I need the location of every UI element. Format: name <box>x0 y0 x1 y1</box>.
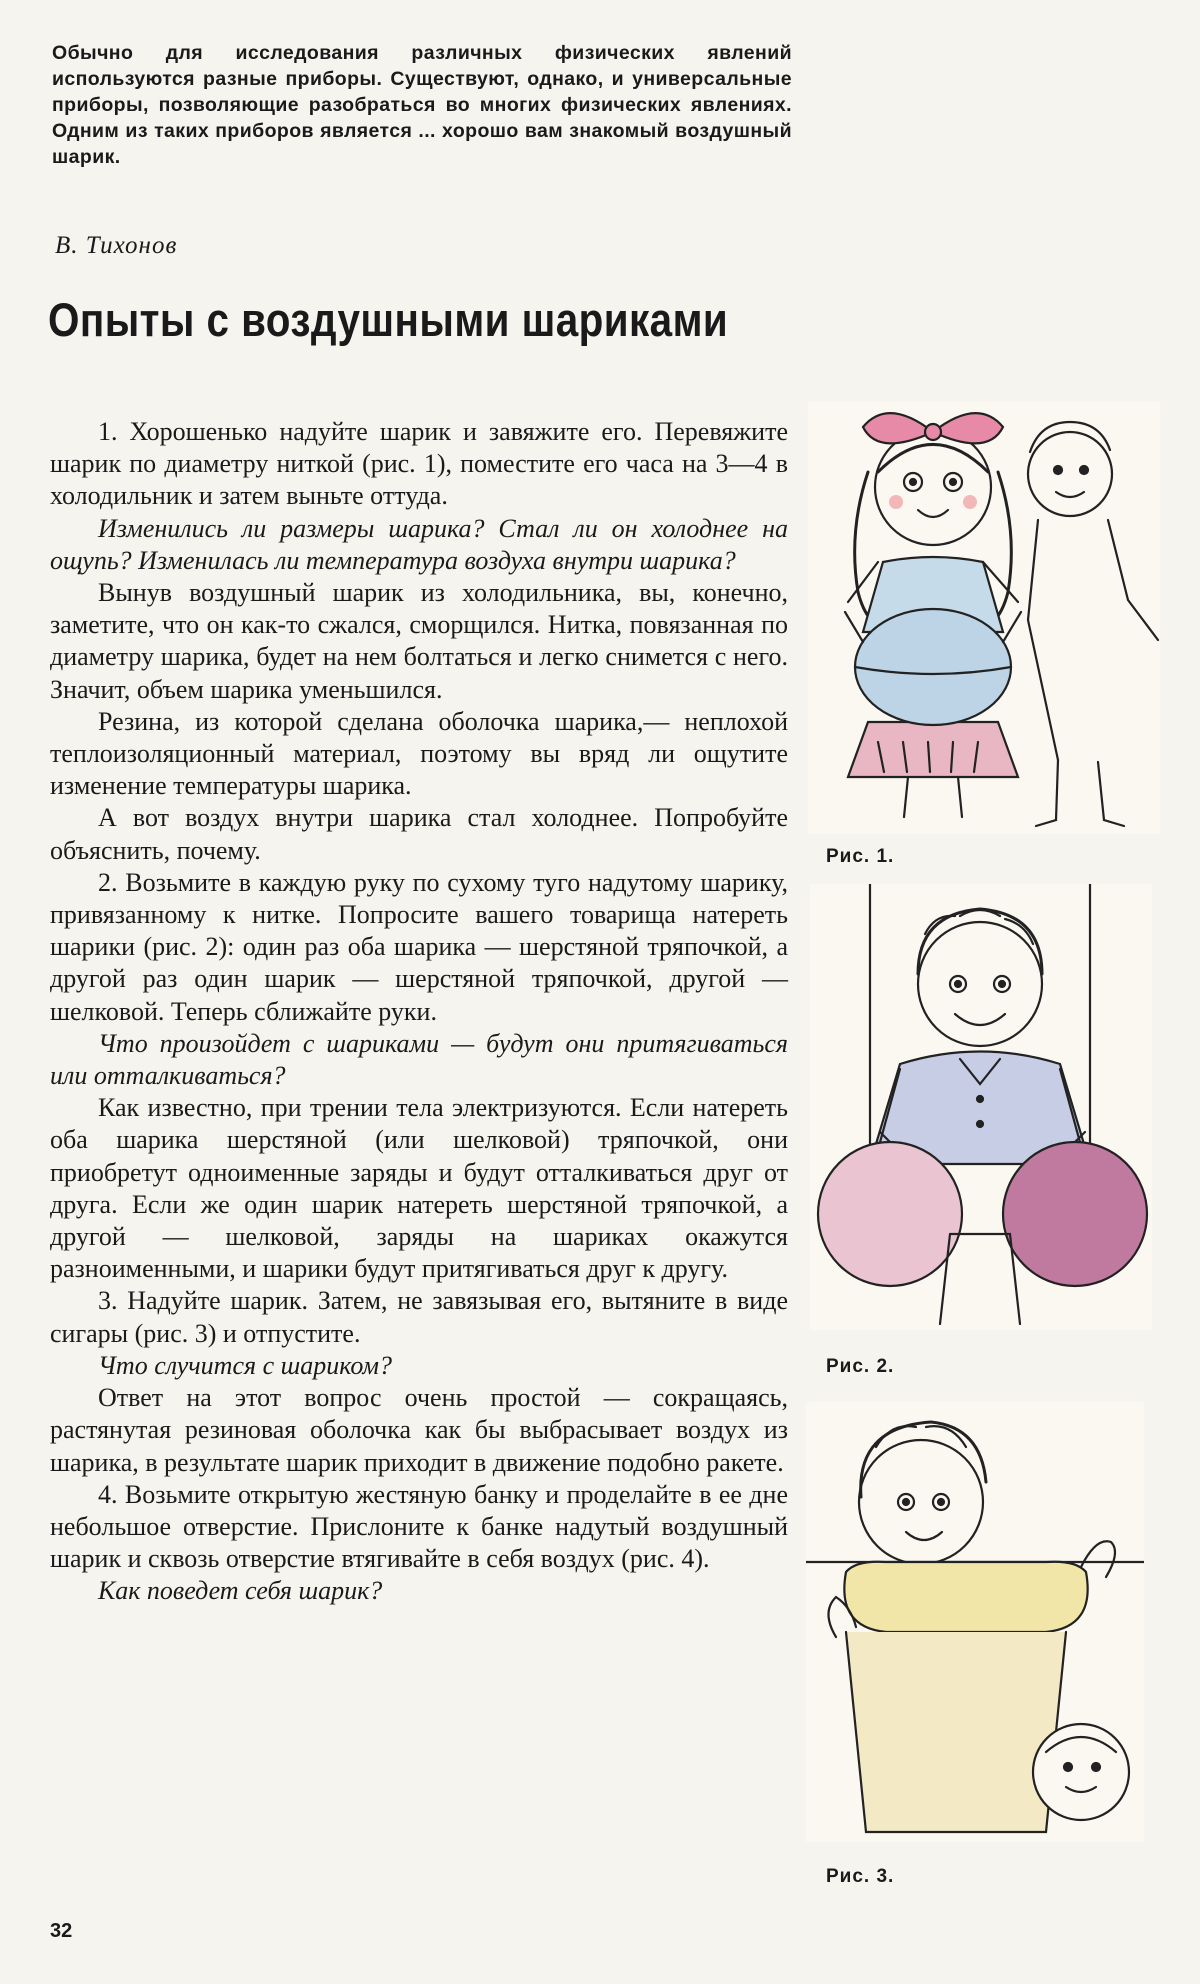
paragraph: Вынув воздушный шарик из холодильника, вы, конечно, заметите, что он как-то сжался, сморщился. Нитка, повязанная по диаметру шарика, будет на нем болтаться и легко снимется с него. Значит, объем шарика уменьшился. <box>50 578 788 704</box>
boy-with-two-balloons-drawing <box>810 884 1152 1330</box>
paragraph: 3. Надуйте шарик. Затем, не завязывая его, вытяните в виде сигары (рис. 3) и отпустите. <box>50 1286 788 1348</box>
girl-with-balloon-drawing <box>808 402 1160 834</box>
figure-1-caption: Рис. 1. <box>826 846 895 867</box>
figure-2-caption: Рис. 2. <box>826 1356 895 1377</box>
paragraph: А вот воздух внутри шарика стал холоднее. Попробуйте объяснить, почему. <box>50 803 788 865</box>
paragraph: 1. Хорошенько надуйте шарик и завяжите его. Перевяжите шарик по диаметру ниткой (рис. 1), поместите его часа на 3—4 в холодильник и затем выньте оттуда. <box>50 417 788 511</box>
paragraph: Как известно, при трении тела электризуются. Если натереть оба шарика шерстяной (или шелковой) тряпочкой, они приобретут одноименные заряды и будут отталкиваться друг от друга. Если же один шарик натереть шерстяной тряпочкой, а другой — шелковой, заряды на шариках окажутся разноименными, и шарики будут притягиваться друг к другу. <box>50 1093 788 1284</box>
author-name: В. Тихонов <box>55 232 178 259</box>
paragraph: 2. Возьмите в каждую руку по сухому туго надутому шарику, привязанному к нитке. Попросите вашего товарища натереть шарики (рис. 2): один раз оба шарика — шерстяной тряпочкой, а другой раз один шарик — шерстяной тряпочкой, другой — шелковой. Теперь сближайте руки. <box>50 867 788 1026</box>
article-title: Опыты с воздушными шариками <box>48 293 729 346</box>
question-paragraph: Что случится с шариком? <box>98 1350 393 1380</box>
question-paragraph: Как поведет себя шарик? <box>98 1576 383 1606</box>
paragraph: Ответ на этот вопрос очень простой — сокращаясь, растянутая резиновая оболочка как бы выбрасывает воздух из шарика, в результате шарик приходит в движение подобно ракете. <box>50 1383 788 1477</box>
figure-3-illustration <box>806 1402 1144 1842</box>
intro-paragraph: Обычно для исследования различных физических явлений используются разные приборы. Существуют, однако, и универсальные приборы, позволяющие разобраться во многих физических явлениях. Одним из таких приборов является ... хорошо вам знакомый воздушный шарик. <box>52 42 792 168</box>
figure-3-caption: Рис. 3. <box>826 1866 895 1887</box>
boy-stretching-balloon-drawing <box>806 1402 1144 1842</box>
question-paragraph: Изменились ли размеры шарика? Стал ли он холоднее на ощупь? Изменилась ли температура воздуха внутри шарика? <box>50 513 788 575</box>
question-paragraph: Что произойдет с шариками — будут они притягиваться или отталкиваться? <box>50 1028 788 1091</box>
paragraph: Резина, из которой сделана оболочка шарика,— неплохой теплоизоляционный материал, поэтому вы вряд ли ощутите изменение температуры шарика. <box>50 706 788 801</box>
figure-1-illustration <box>808 402 1160 834</box>
paragraph: 4. Возьмите открытую жестяную банку и проделайте в ее дне небольшое отверстие. Прислоните к банке надутый воздушный шарик и сквозь отверстие втягивайте в себя воздух (рис. 4). <box>50 1479 788 1574</box>
page-number: 32 <box>50 1920 73 1942</box>
figure-2-illustration <box>810 884 1152 1330</box>
article-body <box>50 416 788 1608</box>
